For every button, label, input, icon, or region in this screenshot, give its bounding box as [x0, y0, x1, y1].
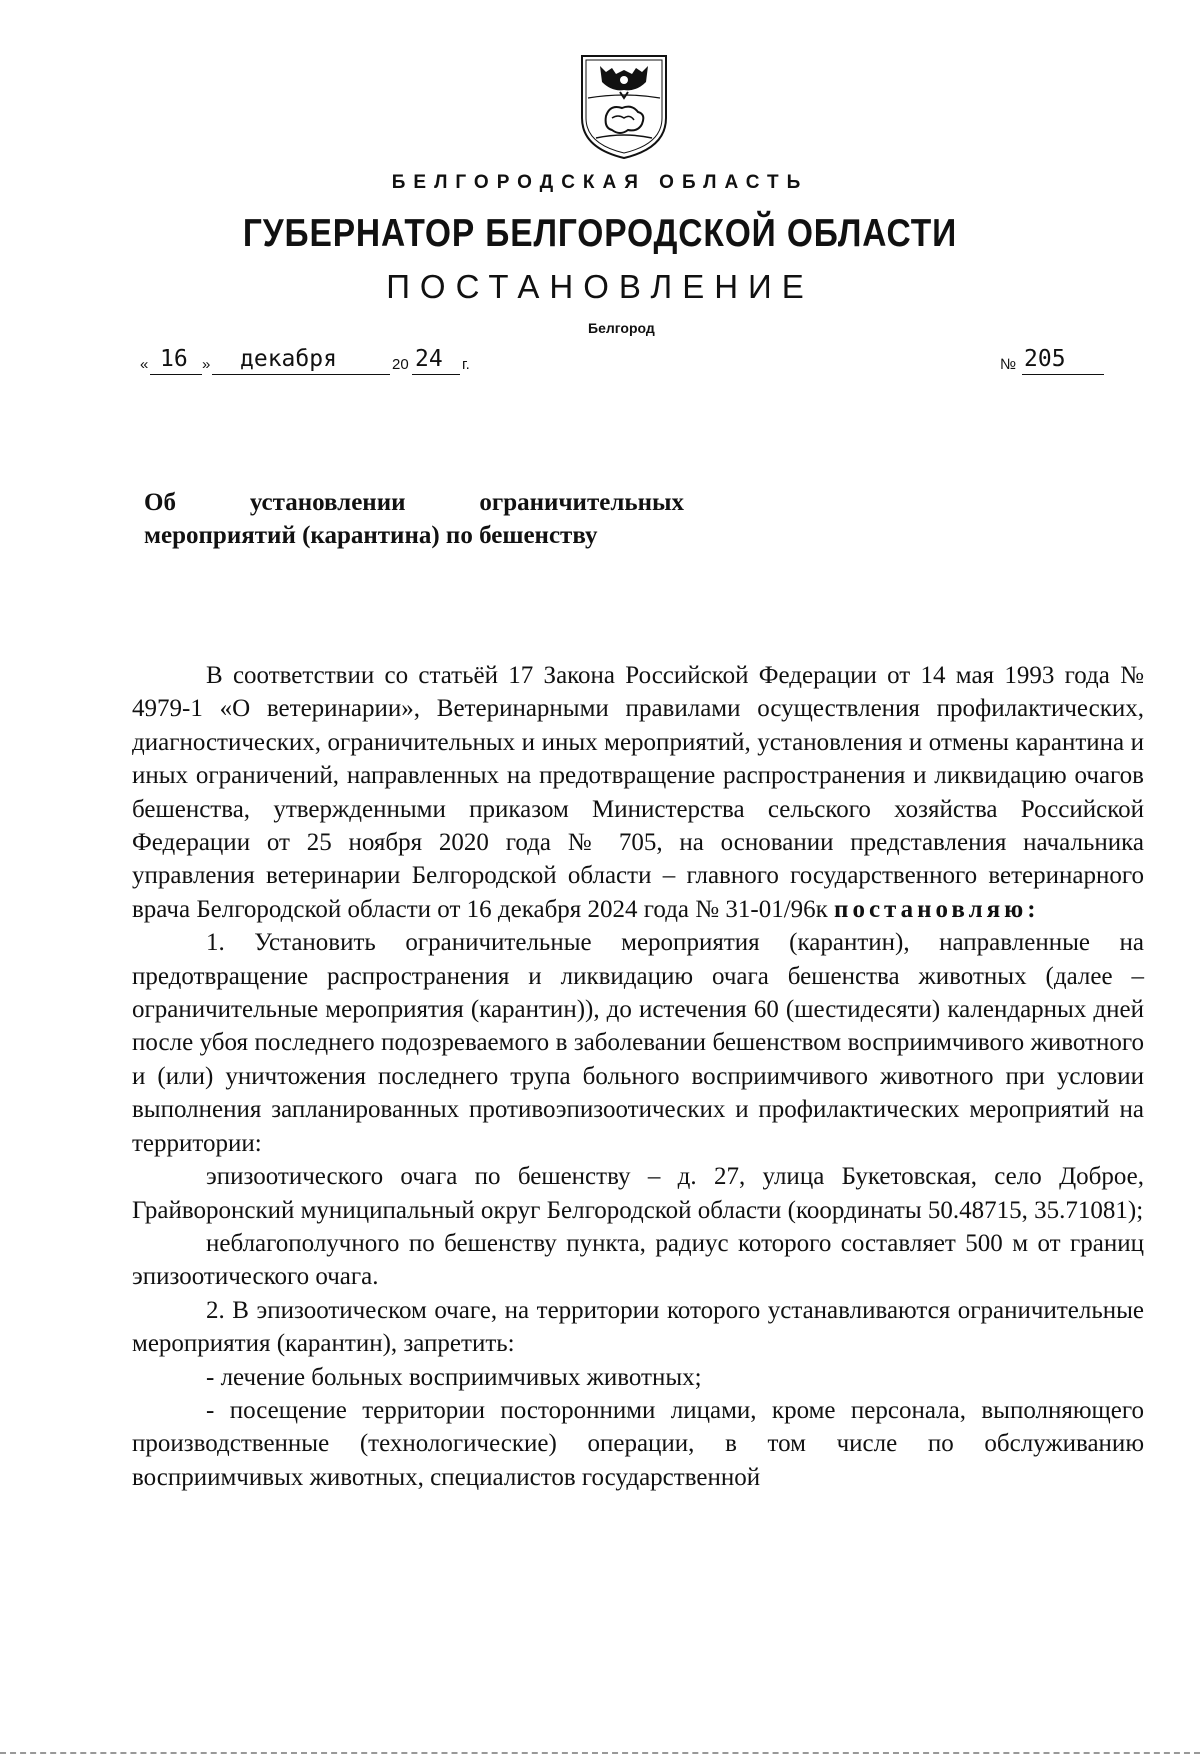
- decree-word: постановляю:: [834, 895, 1040, 923]
- date-month: декабря: [240, 346, 337, 372]
- day-underline: [150, 374, 202, 375]
- document-type: ПОСТАНОВЛЕНИЕ: [386, 268, 814, 305]
- clause-1-focus: эпизоотического очага по бешенству – д. 27, улица Букетовская, село Доброе, Грайворонский муниципальный округ Белгородской области (координаты 50.48715, 35.71081);: [132, 1163, 1144, 1224]
- preamble-text: В соответствии со статьёй 17 Закона Российской Федерации от 14 мая 1993 года № 4979-1 «О ветеринарии», Ветеринарными правилами осуществления профилактических, диагностических, ограничительных и иных мероприятий, установления и отмены карантина и иных ограничений, направленных на предотвращение распространения и ликвидацию очагов бешенства, утвержденными приказом Министерства сельского хозяйства Российской Федерации от 25 ноября 2020 года № 705, на основании представления начальника управления ветеринарии Белгородской области – главного государственного ветеринарного врача Белгородской области от 16 декабря 2024 года № 31-01/96к: [132, 662, 1144, 923]
- number-label: №: [1000, 356, 1017, 373]
- date-close-quote: »: [202, 356, 211, 373]
- date-year-prefix: 20: [392, 356, 409, 373]
- title-line-2: мероприятий (карантина) по бешенству: [144, 522, 598, 549]
- title-word-1: Об: [144, 489, 176, 516]
- document-number: 205: [1024, 346, 1066, 372]
- title-line-1: [144, 486, 684, 519]
- clause-2-item-2: - посещение территории посторонними лицами, кроме персонала, выполняющего производственные (технологические) операции, в том числе по обслуживанию восприимчивых животных, специалистов государственной: [132, 1396, 1144, 1491]
- city-name: Белгород: [588, 320, 655, 336]
- coat-of-arms-emblem: [576, 52, 672, 162]
- clause-1-zone: неблагополучного по бешенству пункта, радиус которого составляет 500 м от границ эпизоотического очага.: [132, 1229, 1144, 1291]
- page-bottom-edge: [0, 1752, 1200, 1754]
- date-number-line: [140, 346, 1140, 376]
- document-body: [132, 659, 1144, 1494]
- date-open-quote: «: [140, 356, 149, 373]
- clause-2-item-1: - лечение больных восприимчивых животных;: [206, 1363, 702, 1391]
- date-day: 16: [160, 346, 188, 372]
- date-year-suffix: 24: [415, 346, 443, 372]
- document-title: [144, 486, 684, 552]
- preamble-paragraph: [132, 659, 1144, 926]
- clause-2: 2. В эпизоотическом очаге, на территории которого устанавливаются ограничительные мероприятия (карантин), запретить:: [132, 1296, 1144, 1358]
- title-word-3: ограничительных: [479, 489, 684, 516]
- title-word-2: установлении: [249, 489, 406, 516]
- number-underline: [1022, 374, 1104, 375]
- year-underline: [412, 374, 460, 375]
- date-year-mark: г.: [462, 356, 470, 373]
- month-underline: [212, 374, 390, 375]
- region-name: БЕЛГОРОДСКАЯ ОБЛАСТЬ: [391, 172, 809, 193]
- clause-1: 1. Установить ограничительные мероприятия (карантин), направленные на предотвращение распространения и ликвидацию очага бешенства животных (далее – ограничительные мероприятия (карантин)), до истечения 60 (шестидесяти) календарных дней после убоя последнего подозреваемого в заболевании бешенством восприимчивого животного и (или) уничтожения последнего трупа больного восприимчивого животного при условии выполнения запланированных противоэпизоотических и профилактических мероприятий на территории:: [132, 929, 1144, 1157]
- authority-title: ГУБЕРНАТОР БЕЛГОРОДСКОЙ ОБЛАСТИ: [242, 212, 958, 255]
